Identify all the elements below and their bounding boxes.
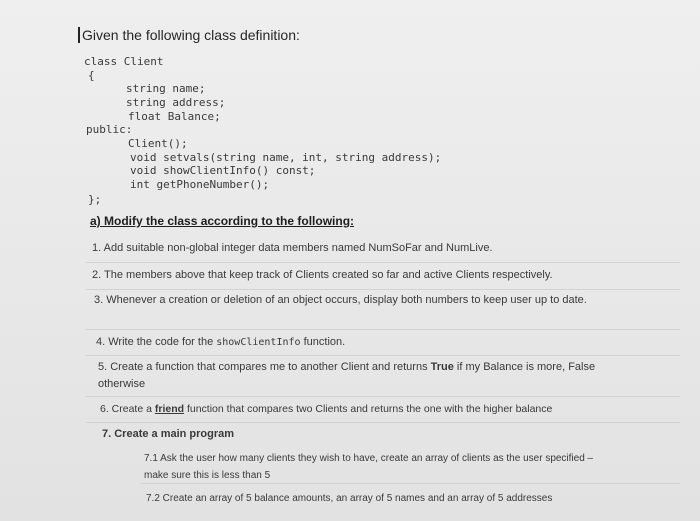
divider	[86, 355, 680, 356]
list-item-3: 3. Whenever a creation or deletion of an object occurs, display both numbers to keep user up to date.	[94, 294, 587, 306]
code-line-setvals: void setvals(string name, int, string address);	[130, 151, 442, 164]
divider	[86, 262, 680, 263]
list-item-4	[96, 334, 676, 351]
list-item-7-1: 7.1 Ask the user how many clients they wish to have, create an array of clients as the user specified – make sure this is less than 5	[144, 453, 594, 481]
code-line-name: string name;	[126, 82, 206, 95]
list-item-5-text: 5. Create a function that compares me to another Client and returns	[98, 361, 431, 373]
list-item-1: 1. Add suitable non-global integer data members named NumSoFar and NumLive.	[92, 242, 493, 254]
list-item-6-text-end: function that compares two Clients and returns the one with the higher balance	[184, 403, 553, 415]
list-item-2: 2. The members above that keep track of Clients created so far and active Clients respectively.	[92, 269, 553, 281]
page-title: Given the following class definition:	[82, 27, 300, 43]
code-line-public: public:	[86, 123, 133, 136]
code-line-showclientinfo: void showClientInfo() const;	[130, 164, 316, 177]
divider	[86, 396, 680, 397]
list-item-4-text-end: function.	[300, 336, 346, 348]
text-cursor	[78, 27, 80, 43]
code-line-class: class Client	[84, 55, 164, 68]
code-line-getphonenumber: int getPhoneNumber();	[130, 178, 270, 191]
list-item-5	[98, 359, 598, 393]
code-line-open-brace: {	[88, 69, 95, 82]
code-line-constructor: Client();	[128, 137, 188, 150]
divider	[86, 329, 680, 330]
list-item-7: 7. Create a main program	[102, 428, 235, 440]
code-line-address: string address;	[126, 96, 226, 109]
divider	[86, 289, 680, 290]
list-item-5-bold: True	[430, 361, 454, 373]
code-line-balance: float Balance;	[128, 110, 221, 123]
list-item-4-code: showClientInfo	[216, 337, 301, 348]
list-item-6-bold: friend	[154, 403, 185, 415]
divider	[140, 483, 680, 484]
list-item-5-text-end: if my Balance is more, False otherwise	[98, 361, 596, 390]
list-item-6-text: 6. Create a	[100, 403, 155, 415]
section-heading: a) Modify the class according to the following:	[90, 214, 355, 228]
list-item-6	[100, 401, 700, 418]
list-item-7-2: 7.2 Create an array of 5 balance amounts, an array of 5 names and an array of 5 addresses	[146, 493, 553, 504]
code-line-close: };	[88, 193, 102, 206]
list-item-4-text: 4. Write the code for the	[96, 336, 217, 348]
divider	[86, 422, 680, 423]
